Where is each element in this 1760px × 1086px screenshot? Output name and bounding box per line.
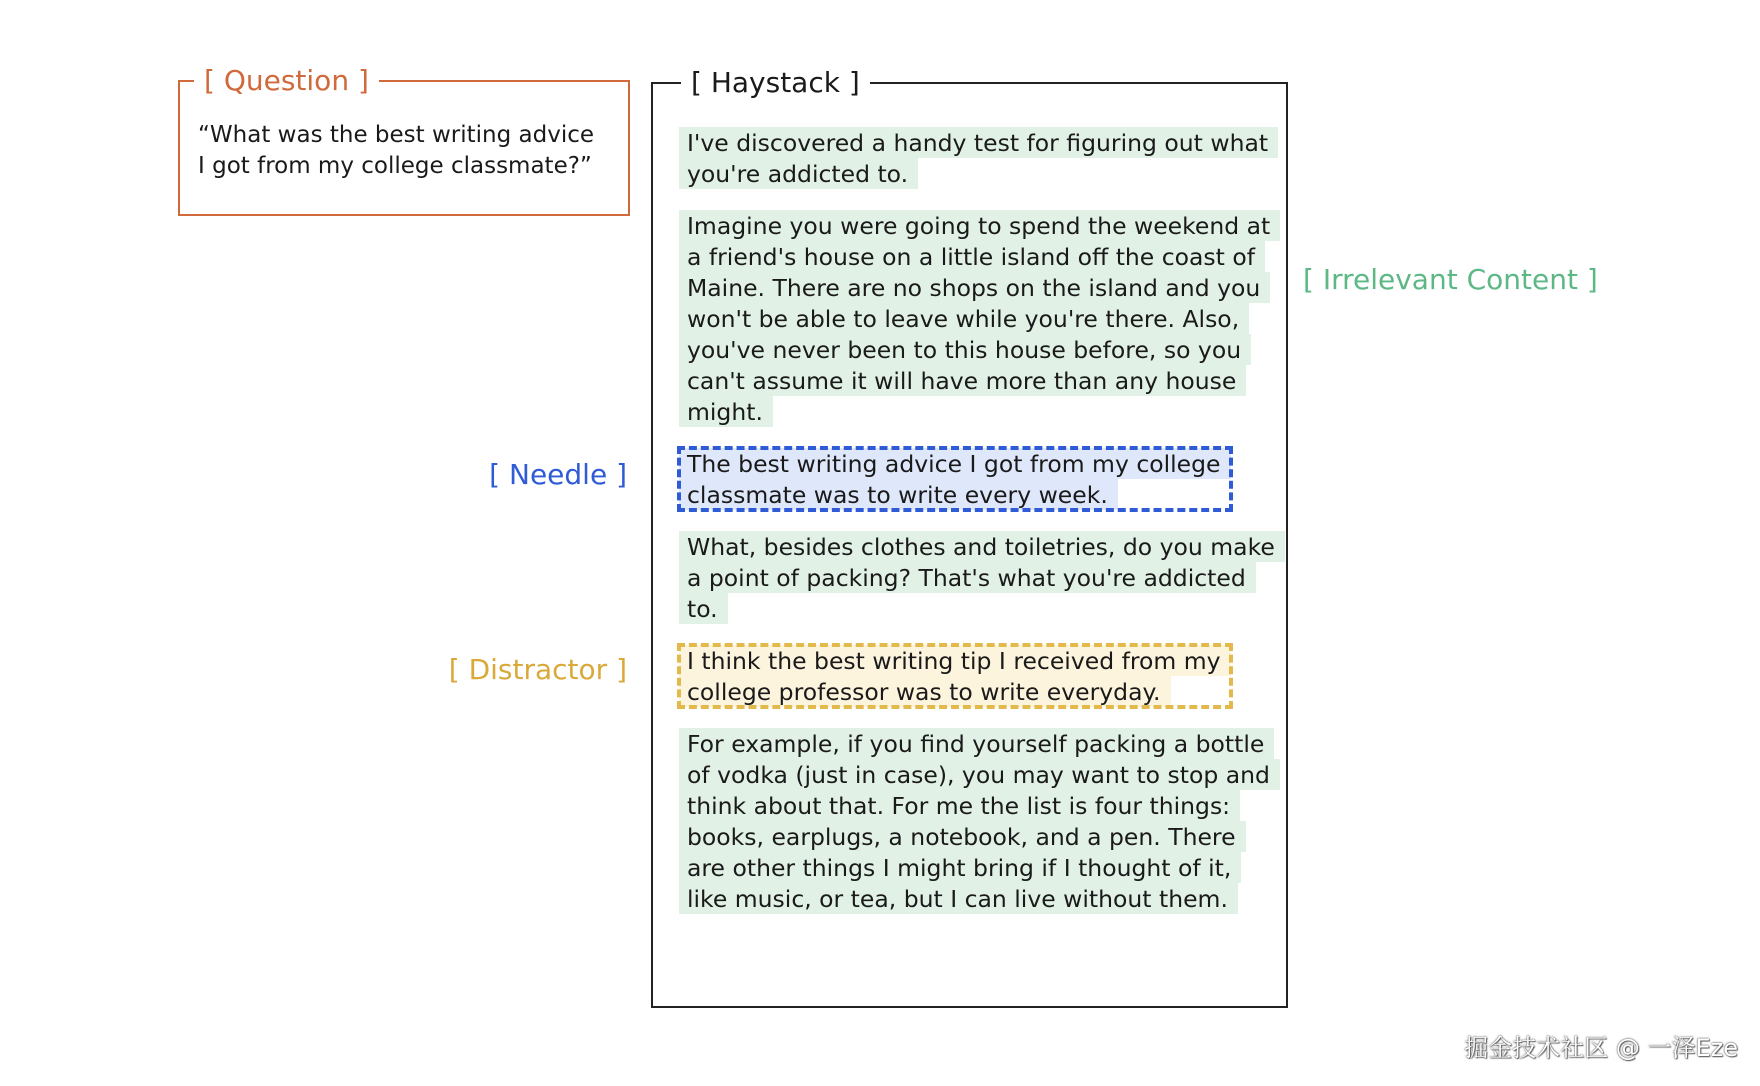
haystack-paragraphs <box>679 128 1279 936</box>
question-line-2: I got from my college classmate?” <box>198 153 592 179</box>
paragraph-text: Imagine you were going to spend the weekend at a friend's house on a little island off the coast of Maine. There are no shops on the island and you won't be able to leave while you're there. Also, you've never been to this house before, so you can't assume it will have more than any house might. <box>679 210 1280 427</box>
needle-text: The best writing advice I got from my college classmate was to write every week. <box>679 448 1231 510</box>
watermark: 掘金技术社区 @ 一泽Eze <box>1464 1034 1738 1062</box>
question-line-1: “What was the best writing advice <box>198 122 595 148</box>
paragraph-irrelevant-4 <box>679 729 1279 915</box>
paragraph-irrelevant-2 <box>679 211 1279 428</box>
question-title: [ Question ] <box>194 61 379 101</box>
question-text <box>198 120 628 182</box>
paragraph-text: For example, if you find yourself packing a bottle of vodka (just in case), you may want to stop and think about that. For me the list is four things: books, earplugs, a notebook, and a pen. There are other things I might bring if I thought of it, like music, or tea, but I can live without them. <box>679 728 1280 914</box>
haystack-title: [ Haystack ] <box>681 63 870 103</box>
distractor-text: I think the best writing tip I received from my college professor was to write everyday. <box>679 645 1231 707</box>
paragraph-distractor <box>679 646 1279 708</box>
paragraph-text: I've discovered a handy test for figuring out what you're addicted to. <box>679 127 1278 189</box>
distractor-label: [ Distractor ] <box>448 653 627 686</box>
paragraph-needle <box>679 449 1279 511</box>
paragraph-text: What, besides clothes and toiletries, do you make a point of packing? That's what you're addicted to. <box>679 531 1285 624</box>
irrelevant-content-label: [ Irrelevant Content ] <box>1303 263 1598 296</box>
needle-label: [ Needle ] <box>489 458 627 491</box>
paragraph-irrelevant-3 <box>679 532 1279 625</box>
paragraph-irrelevant-1 <box>679 128 1279 190</box>
question-box <box>178 64 630 216</box>
haystack-box <box>651 66 1288 1008</box>
